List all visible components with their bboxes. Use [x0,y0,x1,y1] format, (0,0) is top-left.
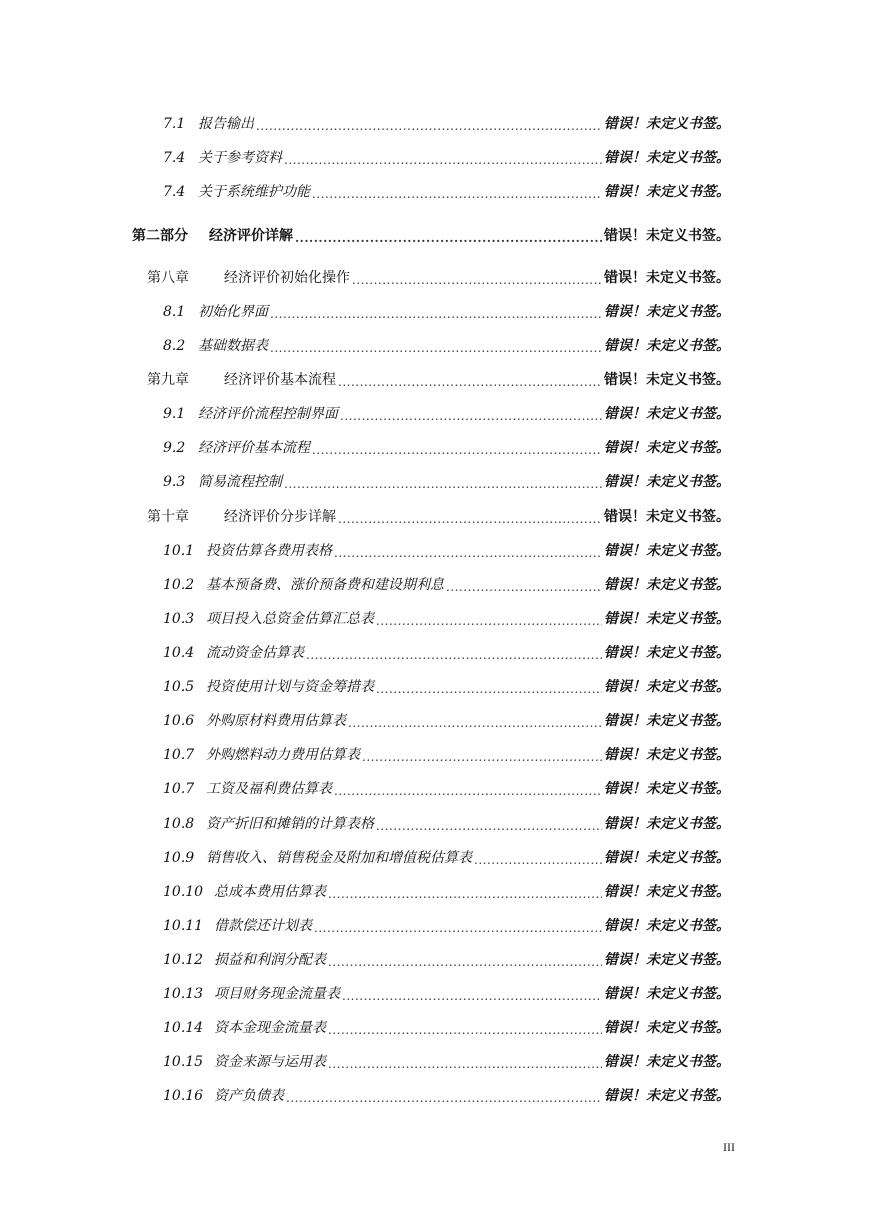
dot-leader [352,273,602,287]
toc-entry[interactable] [163,538,730,560]
page-ref: 错误！未定义书签。 [604,338,730,354]
dot-leader [312,187,602,201]
chapter-title: 经济评价基本流程 [224,372,336,388]
dot-leader [348,716,602,730]
page-ref: 错误！未定义书签。 [604,440,730,456]
toc-entry[interactable] [163,401,730,423]
chapter-number: 第九章 [147,372,189,388]
page-ref: 错误！未定义书签。 [604,372,730,388]
page-ref: 错误！未定义书签。 [604,474,730,490]
dot-leader [306,648,602,662]
toc-chapter-entry[interactable] [147,504,730,526]
dot-leader [338,512,602,526]
toc-entry[interactable] [163,606,730,628]
toc-entry[interactable] [163,333,730,355]
dot-leader [256,119,602,133]
section-title: 资产折旧和摊销的计算表格 [206,816,374,832]
section-number: 10.14 [163,1020,204,1036]
dot-leader [376,819,602,833]
dot-leader [270,307,602,321]
page-ref: 错误！未定义书签。 [604,509,730,525]
page-ref: 错误！未定义书签。 [604,611,730,627]
section-title: 工资及福利费估算表 [206,781,332,797]
part-title: 经济评价详解 [209,228,293,244]
section-number: 10.9 [163,850,195,866]
section-title: 投资估算各费用表格 [206,543,332,559]
dot-leader [328,955,602,969]
section-number: 7.4 [163,184,186,200]
section-number: 7.1 [163,116,186,132]
dot-leader [270,341,602,355]
section-number: 10.16 [163,1088,204,1104]
section-title: 借款偿还计划表 [214,918,312,934]
page-ref: 错误！未定义书签。 [604,270,730,286]
dot-leader [334,784,602,798]
toc-entry[interactable] [163,640,730,662]
section-number: 10.12 [163,952,204,968]
section-title: 投资使用计划与资金筹措表 [206,679,374,695]
dot-leader [312,443,602,457]
toc-entry[interactable] [163,981,730,1003]
section-title: 外购燃料动力费用估算表 [206,747,360,763]
section-title: 报告输出 [198,116,254,132]
toc-entry[interactable] [163,776,730,798]
toc-entry[interactable] [163,111,730,133]
toc-entry[interactable] [163,469,730,491]
section-title: 初始化界面 [198,304,268,320]
section-title: 销售收入、销售税金及附加和增值税估算表 [206,850,472,866]
page-ref: 错误！未定义书签。 [604,816,730,832]
section-title: 总成本费用估算表 [214,884,326,900]
section-title: 资本金现金流量表 [214,1020,326,1036]
chapter-title: 经济评价分步详解 [224,509,336,525]
section-title: 流动资金估算表 [206,645,304,661]
dot-leader [328,887,602,901]
section-title: 简易流程控制 [198,474,282,490]
toc-entry[interactable] [163,879,730,901]
part-number: 第二部分 [132,228,188,244]
section-title: 外购原材料费用估算表 [206,713,346,729]
page-ref: 错误！未定义书签。 [604,406,730,422]
dot-leader [334,546,602,560]
page-ref: 错误！未定义书签。 [604,986,730,1002]
section-title: 经济评价流程控制界面 [198,406,338,422]
toc-entry[interactable] [163,845,730,867]
toc-entry[interactable] [163,742,730,764]
section-number: 10.3 [163,611,195,627]
section-number: 10.2 [163,577,195,593]
toc-entry[interactable] [163,179,730,201]
toc-entry[interactable] [163,947,730,969]
section-number: 10.10 [163,884,204,900]
dot-leader [338,375,602,389]
page-number: III [723,1140,735,1154]
section-number: 10.5 [163,679,195,695]
section-title: 资金来源与运用表 [214,1054,326,1070]
toc-entry[interactable] [163,708,730,730]
toc-entry[interactable] [163,811,730,833]
section-number: 10.1 [163,543,195,559]
section-title: 基础数据表 [198,338,268,354]
toc-entry[interactable] [163,913,730,935]
toc-entry[interactable] [163,299,730,321]
dot-leader [376,682,602,696]
page-ref: 错误！未定义书签。 [604,713,730,729]
page-ref: 错误！未定义书签。 [604,1054,730,1070]
section-number: 8.1 [163,304,186,320]
section-number: 10.8 [163,816,195,832]
dot-leader [474,853,602,867]
dot-leader [284,477,602,491]
chapter-number: 第八章 [147,270,189,286]
toc-entry[interactable] [163,145,730,167]
section-number: 10.7 [163,781,195,797]
page-ref: 错误！未定义书签。 [604,747,730,763]
section-number: 9.1 [163,406,186,422]
page-ref: 错误！未定义书签。 [604,1088,730,1104]
section-number: 9.3 [163,474,186,490]
section-title: 项目投入总资金估算汇总表 [206,611,374,627]
page-ref: 错误！未定义书签。 [604,884,730,900]
page-ref: 错误！未定义书签。 [604,1020,730,1036]
chapter-title: 经济评价初始化操作 [224,270,350,286]
page-ref: 错误！未定义书签。 [604,781,730,797]
section-title: 基本预备费、涨价预备费和建设期利息 [206,577,444,593]
page-ref: 错误！未定义书签。 [604,645,730,661]
dot-leader [446,580,602,594]
toc-entry[interactable] [163,674,730,696]
section-title: 资产负债表 [214,1088,284,1104]
page-ref: 错误！未定义书签。 [604,577,730,593]
page-ref: 错误！未定义书签。 [604,184,730,200]
section-number: 10.6 [163,713,195,729]
page-ref: 错误！未定义书签。 [604,952,730,968]
page-ref: 错误！未定义书签。 [604,918,730,934]
dot-leader [295,231,602,245]
page-ref: 错误！未定义书签。 [604,116,730,132]
dot-leader [328,1023,602,1037]
dot-leader [328,1057,602,1071]
section-title: 关于系统维护功能 [198,184,310,200]
toc-entry[interactable] [163,1083,730,1105]
dot-leader [362,750,602,764]
toc-chapter-entry[interactable] [147,367,730,389]
toc-entry[interactable] [163,435,730,457]
dot-leader [314,921,602,935]
dot-leader [340,409,602,423]
section-title: 经济评价基本流程 [198,440,310,456]
toc-entry[interactable] [163,1015,730,1037]
section-number: 10.15 [163,1054,204,1070]
section-number: 10.11 [163,918,204,934]
page-ref: 错误！未定义书签。 [604,850,730,866]
section-number: 7.4 [163,150,186,166]
page-ref: 错误！未定义书签。 [604,150,730,166]
page-ref: 错误！未定义书签。 [604,304,730,320]
toc-entry[interactable] [163,1049,730,1071]
section-title: 关于参考资料 [198,150,282,166]
section-title: 损益和利润分配表 [214,952,326,968]
section-number: 10.13 [163,986,204,1002]
section-number: 10.7 [163,747,195,763]
section-number: 9.2 [163,440,186,456]
section-title: 项目财务现金流量表 [214,986,340,1002]
page-ref: 错误！未定义书签。 [604,228,730,244]
dot-leader [284,153,602,167]
page-ref: 错误！未定义书签。 [604,679,730,695]
page-ref: 错误！未定义书签。 [604,543,730,559]
chapter-number: 第十章 [147,509,189,525]
toc-entry[interactable] [163,572,730,594]
dot-leader [286,1091,602,1105]
toc-part-entry[interactable] [132,223,730,245]
dot-leader [376,614,602,628]
dot-leader [342,989,602,1003]
section-number: 10.4 [163,645,195,661]
toc-chapter-entry[interactable] [147,265,730,287]
section-number: 8.2 [163,338,186,354]
